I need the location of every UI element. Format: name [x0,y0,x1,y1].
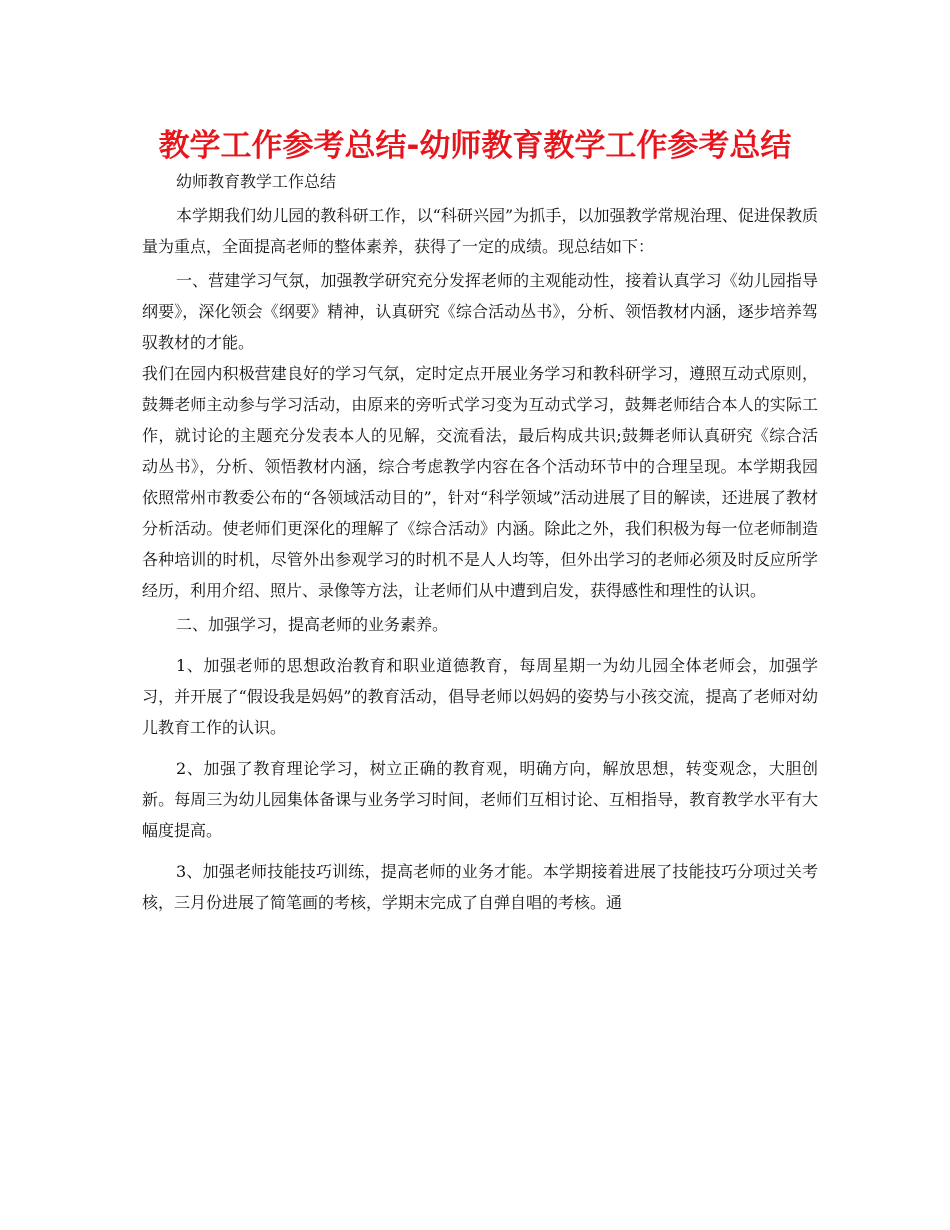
paragraph-section-2: 二、加强学习，提高老师的业务素养。 [176,615,449,634]
paragraph-item-2: 2、加强了教育理论学习，树立正确的教育观，明确方向，解放思想，转变观念，大胆创新。每周三为幼儿园集体备课与业务学习时间，老师们互相讨论、互相指导，教育教学水平有大幅度提高。 [142,759,818,840]
paragraph-intro: 本学期我们幼儿园的教科研工作，以“科研兴园”为抓手，以加强教学常规治理、促进保教质量为重点，全面提高老师的整体素养，获得了一定的成绩。现总结如下： [142,206,818,256]
paragraph-item-3: 3、加强老师技能技巧训练，提高老师的业务才能。本学期接着进展了技能技巧分项过关考核，三月份进展了简笔画的考核，学期末完成了自弹自唱的考核。通 [142,862,818,912]
document-subtitle: 幼师教育教学工作总结 [176,172,337,191]
document-body [142,166,818,918]
document-title: 教学工作参考总结-幼师教育教学工作参考总结 [158,128,792,164]
paragraph-item-1: 1、加强老师的思想政治教育和职业道德教育，每周星期一为幼儿园全体老师会，加强学习，并开展了“假设我是妈妈”的教育活动，倡导老师以妈妈的姿势与小孩交流，提高了老师对幼儿教育工作的认识。 [142,656,818,737]
paragraph-learning-atmosphere: 我们在园内积极营建良好的学习气氛，定时定点开展业务学习和教科研学习，遵照互动式原则，鼓舞老师主动参与学习活动，由原来的旁听式学习变为互动式学习，鼓舞老师结合本人的实际工作，就讨论的主题充分发表本人的见解，交流看法，最后构成共识;鼓舞老师认真研究《综合活动丛书》，分析、领悟教材内涵，综合考虑教学内容在各个活动环节中的合理呈现。本学期我园依照常州市教委公布的“各领域活动目的”，针对“科学领域”活动进展了目的解读，还进展了教材分析活动。使老师们更深化的理解了《综合活动》内涵。除此之外，我们积极为每一位老师制造各种培训的时机，尽管外出参观学习的时机不是人人均等，但外出学习的老师必须及时反应所学经历，利用介绍、照片、录像等方法，让老师们从中遭到启发，获得感性和理性的认识。 [142,364,818,600]
paragraph-section-1: 一、营建学习气氛，加强教学研究充分发挥老师的主观能动性，接着认真学习《幼儿园指导纲要》，深化领会《纲要》精神，认真研究《综合活动丛书》，分析、领悟教材内涵，逐步培养驾驭教材的才能。 [142,271,818,352]
